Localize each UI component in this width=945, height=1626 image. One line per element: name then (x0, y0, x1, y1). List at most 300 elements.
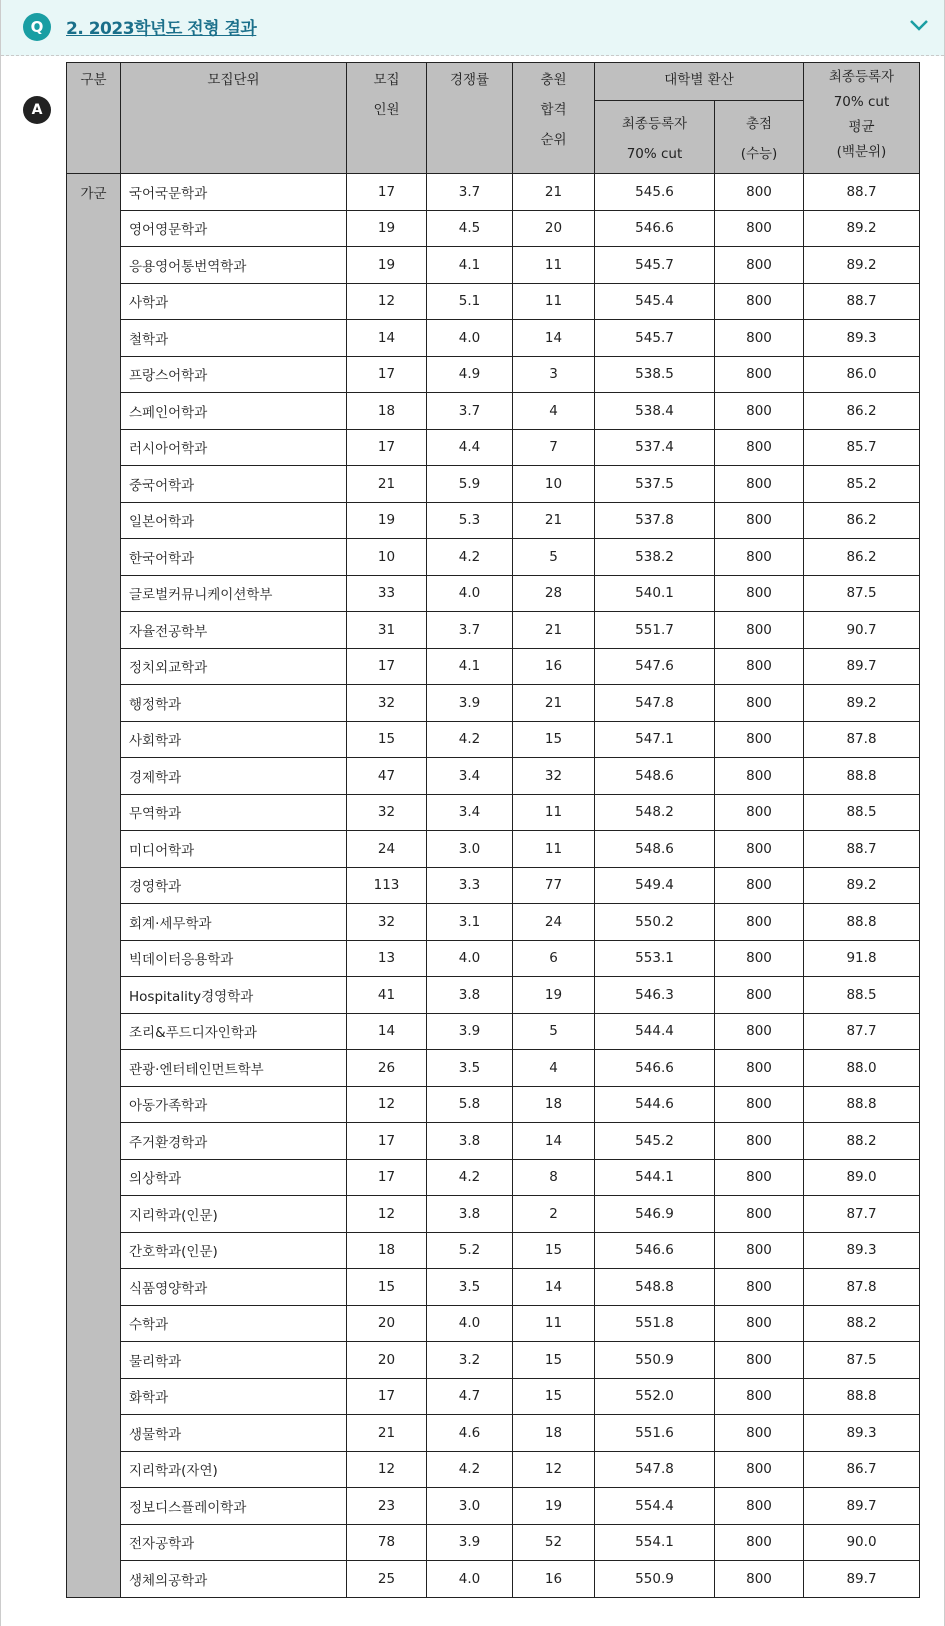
avg-percentile-cell: 89.0 (804, 1159, 920, 1196)
avg-percentile-cell: 89.7 (804, 648, 920, 685)
table-row (67, 283, 920, 320)
quota-cell: 17 (347, 356, 427, 393)
quota-cell: 15 (347, 1269, 427, 1306)
univ-cut-cell: 545.6 (595, 174, 715, 211)
univ-cut-cell: 552.0 (595, 1378, 715, 1415)
univ-cut-cell: 538.2 (595, 539, 715, 576)
univ-total-cell: 800 (715, 466, 804, 503)
ratio-cell: 4.5 (427, 210, 513, 247)
univ-total-cell: 800 (715, 721, 804, 758)
univ-cut-cell: 548.6 (595, 758, 715, 795)
rank-cell: 52 (513, 1524, 595, 1561)
unit-name-cell: 정보디스플레이학과 (121, 1488, 347, 1525)
unit-name-cell: 경제학과 (121, 758, 347, 795)
ratio-cell: 4.0 (427, 320, 513, 357)
table-row (67, 466, 920, 503)
univ-cut-cell: 545.4 (595, 283, 715, 320)
univ-cut-cell: 549.4 (595, 867, 715, 904)
header-text: 최종등록자 (828, 69, 895, 85)
univ-total-cell: 800 (715, 1305, 804, 1342)
quota-cell: 32 (347, 794, 427, 831)
univ-total-cell: 800 (715, 320, 804, 357)
rank-cell: 5 (513, 1013, 595, 1050)
avg-percentile-cell: 88.7 (804, 283, 920, 320)
unit-name-cell: 간호학과(인문) (121, 1232, 347, 1269)
quota-cell: 19 (347, 502, 427, 539)
header-text: 70% cut (833, 94, 890, 110)
ratio-cell: 3.3 (427, 867, 513, 904)
ratio-cell: 4.4 (427, 429, 513, 466)
unit-name-cell: Hospitality경영학과 (121, 977, 347, 1014)
ratio-cell: 4.2 (427, 1159, 513, 1196)
group-cell: 가군 (67, 174, 121, 1598)
univ-total-cell: 800 (715, 685, 804, 722)
univ-cut-cell: 554.4 (595, 1488, 715, 1525)
univ-cut-cell: 547.1 (595, 721, 715, 758)
header-text: 순위 (540, 132, 567, 148)
table-row (67, 539, 920, 576)
quota-cell: 18 (347, 1232, 427, 1269)
table-row (67, 1196, 920, 1233)
univ-cut-cell: 540.1 (595, 575, 715, 612)
univ-cut-cell: 545.2 (595, 1123, 715, 1160)
unit-name-cell: 화학과 (121, 1378, 347, 1415)
univ-cut-cell: 537.5 (595, 466, 715, 503)
ratio-cell: 3.1 (427, 904, 513, 941)
ratio-cell: 3.5 (427, 1050, 513, 1087)
avg-percentile-cell: 88.8 (804, 1378, 920, 1415)
univ-cut-cell: 544.1 (595, 1159, 715, 1196)
quota-cell: 14 (347, 1013, 427, 1050)
rank-cell: 3 (513, 356, 595, 393)
unit-name-cell: 자율전공학부 (121, 612, 347, 649)
header-ratio: 경쟁률 (427, 63, 513, 174)
rank-cell: 19 (513, 1488, 595, 1525)
avg-percentile-cell: 88.5 (804, 794, 920, 831)
ratio-cell: 4.2 (427, 721, 513, 758)
univ-total-cell: 800 (715, 174, 804, 211)
header-text: 합격 (540, 102, 567, 118)
univ-total-cell: 800 (715, 356, 804, 393)
univ-total-cell: 800 (715, 283, 804, 320)
header-unit: 모집단위 (121, 63, 347, 174)
ratio-cell: 3.7 (427, 393, 513, 430)
univ-total-cell: 800 (715, 758, 804, 795)
quota-cell: 15 (347, 721, 427, 758)
avg-percentile-cell: 89.7 (804, 1488, 920, 1525)
rank-cell: 21 (513, 502, 595, 539)
chevron-down-icon[interactable] (908, 14, 930, 36)
avg-percentile-cell: 85.2 (804, 466, 920, 503)
avg-percentile-cell: 86.2 (804, 539, 920, 576)
rank-cell: 7 (513, 429, 595, 466)
unit-name-cell: 식품영양학과 (121, 1269, 347, 1306)
unit-name-cell: 생체의공학과 (121, 1561, 347, 1598)
avg-percentile-cell: 90.0 (804, 1524, 920, 1561)
unit-name-cell: 글로벌커뮤니케이션학부 (121, 575, 347, 612)
quota-cell: 12 (347, 1451, 427, 1488)
header-univ-total (715, 101, 804, 174)
quota-cell: 21 (347, 1415, 427, 1452)
table-row (67, 1451, 920, 1488)
rank-cell: 14 (513, 320, 595, 357)
quota-cell: 17 (347, 174, 427, 211)
table-row (67, 575, 920, 612)
rank-cell: 10 (513, 466, 595, 503)
ratio-cell: 3.5 (427, 1269, 513, 1306)
table-row (67, 1378, 920, 1415)
rank-cell: 11 (513, 831, 595, 868)
ratio-cell: 5.9 (427, 466, 513, 503)
ratio-cell: 4.0 (427, 1305, 513, 1342)
avg-percentile-cell: 89.3 (804, 1232, 920, 1269)
univ-total-cell: 800 (715, 831, 804, 868)
univ-total-cell: 800 (715, 1050, 804, 1087)
univ-cut-cell: 547.8 (595, 1451, 715, 1488)
univ-cut-cell: 537.8 (595, 502, 715, 539)
univ-cut-cell: 548.2 (595, 794, 715, 831)
rank-cell: 28 (513, 575, 595, 612)
univ-total-cell: 800 (715, 247, 804, 284)
univ-total-cell: 800 (715, 1451, 804, 1488)
table-row (67, 1488, 920, 1525)
rank-cell: 4 (513, 1050, 595, 1087)
unit-name-cell: 의상학과 (121, 1159, 347, 1196)
univ-total-cell: 800 (715, 1342, 804, 1379)
quota-cell: 17 (347, 648, 427, 685)
unit-name-cell: 응용영어통번역학과 (121, 247, 347, 284)
quota-cell: 18 (347, 393, 427, 430)
ratio-cell: 3.9 (427, 1524, 513, 1561)
quota-cell: 32 (347, 685, 427, 722)
univ-cut-cell: 538.4 (595, 393, 715, 430)
univ-cut-cell: 544.6 (595, 1086, 715, 1123)
ratio-cell: 4.7 (427, 1378, 513, 1415)
quota-cell: 113 (347, 867, 427, 904)
ratio-cell: 3.8 (427, 1123, 513, 1160)
quota-cell: 12 (347, 1196, 427, 1233)
table-row (67, 1159, 920, 1196)
header-text: 충원 (540, 72, 567, 88)
table-row (67, 1013, 920, 1050)
question-title-link[interactable]: 2. 2023학년도 전형 결과 (66, 19, 257, 39)
table-row (67, 210, 920, 247)
univ-total-cell: 800 (715, 648, 804, 685)
ratio-cell: 5.8 (427, 1086, 513, 1123)
header-rank (513, 63, 595, 174)
unit-name-cell: 행정학과 (121, 685, 347, 722)
rank-cell: 15 (513, 1378, 595, 1415)
table-row (67, 721, 920, 758)
univ-total-cell: 800 (715, 575, 804, 612)
rank-cell: 6 (513, 940, 595, 977)
ratio-cell: 4.2 (427, 539, 513, 576)
unit-name-cell: 사회학과 (121, 721, 347, 758)
header-text: 70% cut (626, 146, 683, 162)
rank-cell: 20 (513, 210, 595, 247)
table-row (67, 612, 920, 649)
table-row (67, 977, 920, 1014)
rank-cell: 14 (513, 1123, 595, 1160)
univ-cut-cell: 544.4 (595, 1013, 715, 1050)
unit-name-cell: 미디어학과 (121, 831, 347, 868)
avg-percentile-cell: 88.7 (804, 831, 920, 868)
univ-total-cell: 800 (715, 502, 804, 539)
ratio-cell: 3.7 (427, 612, 513, 649)
unit-name-cell: 물리학과 (121, 1342, 347, 1379)
avg-percentile-cell: 88.7 (804, 174, 920, 211)
table-row (67, 429, 920, 466)
unit-name-cell: 경영학과 (121, 867, 347, 904)
quota-cell: 12 (347, 283, 427, 320)
table-row (67, 502, 920, 539)
question-header[interactable] (1, 0, 944, 56)
quota-cell: 24 (347, 831, 427, 868)
ratio-cell: 3.8 (427, 1196, 513, 1233)
univ-total-cell: 800 (715, 1378, 804, 1415)
ratio-cell: 3.8 (427, 977, 513, 1014)
table-row (67, 1415, 920, 1452)
univ-total-cell: 800 (715, 429, 804, 466)
quota-cell: 32 (347, 904, 427, 941)
univ-cut-cell: 537.4 (595, 429, 715, 466)
header-text: 총점 (745, 116, 773, 132)
header-group: 구분 (67, 63, 121, 174)
header-avg (804, 63, 920, 174)
unit-name-cell: 전자공학과 (121, 1524, 347, 1561)
univ-cut-cell: 546.6 (595, 1232, 715, 1269)
unit-name-cell: 수학과 (121, 1305, 347, 1342)
ratio-cell: 4.9 (427, 356, 513, 393)
univ-total-cell: 800 (715, 210, 804, 247)
unit-name-cell: 생물학과 (121, 1415, 347, 1452)
avg-percentile-cell: 90.7 (804, 612, 920, 649)
univ-cut-cell: 538.5 (595, 356, 715, 393)
rank-cell: 2 (513, 1196, 595, 1233)
quota-cell: 26 (347, 1050, 427, 1087)
rank-cell: 21 (513, 612, 595, 649)
rank-cell: 4 (513, 393, 595, 430)
univ-cut-cell: 550.9 (595, 1561, 715, 1598)
quota-cell: 47 (347, 758, 427, 795)
unit-name-cell: 일본어학과 (121, 502, 347, 539)
quota-cell: 19 (347, 247, 427, 284)
table-row (67, 648, 920, 685)
ratio-cell: 4.0 (427, 575, 513, 612)
avg-percentile-cell: 89.2 (804, 210, 920, 247)
unit-name-cell: 지리학과(자연) (121, 1451, 347, 1488)
ratio-cell: 3.9 (427, 1013, 513, 1050)
header-text: (백분위) (836, 144, 887, 160)
unit-name-cell: 프랑스어학과 (121, 356, 347, 393)
header-quota (347, 63, 427, 174)
univ-cut-cell: 554.1 (595, 1524, 715, 1561)
quota-cell: 10 (347, 539, 427, 576)
table-row (67, 247, 920, 284)
ratio-cell: 4.1 (427, 247, 513, 284)
unit-name-cell: 관광·엔터테인먼트학부 (121, 1050, 347, 1087)
quota-cell: 21 (347, 466, 427, 503)
univ-total-cell: 800 (715, 1086, 804, 1123)
table-row (67, 1342, 920, 1379)
avg-percentile-cell: 88.8 (804, 758, 920, 795)
unit-name-cell: 한국어학과 (121, 539, 347, 576)
quota-cell: 17 (347, 1159, 427, 1196)
avg-percentile-cell: 89.7 (804, 1561, 920, 1598)
ratio-cell: 3.4 (427, 758, 513, 795)
univ-total-cell: 800 (715, 1123, 804, 1160)
quota-cell: 17 (347, 1123, 427, 1160)
univ-total-cell: 800 (715, 1159, 804, 1196)
ratio-cell: 4.1 (427, 648, 513, 685)
quota-cell: 33 (347, 575, 427, 612)
header-text: 최종등록자 (621, 116, 688, 132)
avg-percentile-cell: 88.8 (804, 1086, 920, 1123)
table-row (67, 174, 920, 211)
table-row (67, 1305, 920, 1342)
header-text: 평균 (848, 119, 875, 135)
univ-total-cell: 800 (715, 940, 804, 977)
avg-percentile-cell: 89.2 (804, 685, 920, 722)
table-row (67, 685, 920, 722)
table-row (67, 794, 920, 831)
ratio-cell: 4.0 (427, 1561, 513, 1598)
univ-cut-cell: 551.6 (595, 1415, 715, 1452)
univ-cut-cell: 546.6 (595, 1050, 715, 1087)
header-univ: 대학별 환산 (595, 63, 804, 101)
unit-name-cell: 영어영문학과 (121, 210, 347, 247)
univ-total-cell: 800 (715, 1196, 804, 1233)
avg-percentile-cell: 88.0 (804, 1050, 920, 1087)
avg-percentile-cell: 89.2 (804, 247, 920, 284)
rank-cell: 18 (513, 1415, 595, 1452)
unit-name-cell: 철학과 (121, 320, 347, 357)
quota-cell: 25 (347, 1561, 427, 1598)
unit-name-cell: 정치외교학과 (121, 648, 347, 685)
rank-cell: 11 (513, 247, 595, 284)
univ-total-cell: 800 (715, 1524, 804, 1561)
univ-cut-cell: 546.9 (595, 1196, 715, 1233)
table-row (67, 940, 920, 977)
unit-name-cell: 사학과 (121, 283, 347, 320)
avg-percentile-cell: 88.2 (804, 1123, 920, 1160)
univ-cut-cell: 548.6 (595, 831, 715, 868)
ratio-cell: 5.1 (427, 283, 513, 320)
avg-percentile-cell: 87.8 (804, 721, 920, 758)
quota-cell: 20 (347, 1305, 427, 1342)
unit-name-cell: 조리&푸드디자인학과 (121, 1013, 347, 1050)
rank-cell: 14 (513, 1269, 595, 1306)
quota-cell: 20 (347, 1342, 427, 1379)
ratio-cell: 3.0 (427, 831, 513, 868)
table-row (67, 904, 920, 941)
univ-cut-cell: 550.9 (595, 1342, 715, 1379)
avg-percentile-cell: 87.5 (804, 575, 920, 612)
quota-cell: 23 (347, 1488, 427, 1525)
ratio-cell: 3.7 (427, 174, 513, 211)
avg-percentile-cell: 85.7 (804, 429, 920, 466)
header-univ-cut (595, 101, 715, 174)
table-row (67, 1269, 920, 1306)
rank-cell: 11 (513, 283, 595, 320)
rank-cell: 5 (513, 539, 595, 576)
univ-cut-cell: 553.1 (595, 940, 715, 977)
univ-total-cell: 800 (715, 1561, 804, 1598)
univ-total-cell: 800 (715, 1269, 804, 1306)
avg-percentile-cell: 87.5 (804, 1342, 920, 1379)
rank-cell: 11 (513, 794, 595, 831)
univ-cut-cell: 545.7 (595, 320, 715, 357)
table-row (67, 1123, 920, 1160)
ratio-cell: 3.2 (427, 1342, 513, 1379)
avg-percentile-cell: 86.7 (804, 1451, 920, 1488)
univ-total-cell: 800 (715, 1232, 804, 1269)
rank-cell: 24 (513, 904, 595, 941)
univ-total-cell: 800 (715, 612, 804, 649)
ratio-cell: 5.2 (427, 1232, 513, 1269)
avg-percentile-cell: 89.3 (804, 1415, 920, 1452)
avg-percentile-cell: 89.3 (804, 320, 920, 357)
univ-total-cell: 800 (715, 867, 804, 904)
avg-percentile-cell: 89.2 (804, 867, 920, 904)
univ-total-cell: 800 (715, 904, 804, 941)
unit-name-cell: 국어국문학과 (121, 174, 347, 211)
ratio-cell: 3.4 (427, 794, 513, 831)
univ-cut-cell: 547.6 (595, 648, 715, 685)
unit-name-cell: 러시아어학과 (121, 429, 347, 466)
univ-total-cell: 800 (715, 1013, 804, 1050)
unit-name-cell: 회계·세무학과 (121, 904, 347, 941)
univ-total-cell: 800 (715, 539, 804, 576)
rank-cell: 18 (513, 1086, 595, 1123)
avg-percentile-cell: 88.5 (804, 977, 920, 1014)
unit-name-cell: 주거환경학과 (121, 1123, 347, 1160)
table-row (67, 356, 920, 393)
rank-cell: 21 (513, 174, 595, 211)
univ-cut-cell: 548.8 (595, 1269, 715, 1306)
avg-percentile-cell: 87.7 (804, 1196, 920, 1233)
ratio-cell: 5.3 (427, 502, 513, 539)
avg-percentile-cell: 86.2 (804, 502, 920, 539)
rank-cell: 15 (513, 1232, 595, 1269)
unit-name-cell: 지리학과(인문) (121, 1196, 347, 1233)
quota-cell: 19 (347, 210, 427, 247)
header-text: 인원 (373, 102, 400, 118)
rank-cell: 77 (513, 867, 595, 904)
answer-badge: A (23, 96, 51, 124)
rank-cell: 12 (513, 1451, 595, 1488)
avg-percentile-cell: 86.2 (804, 393, 920, 430)
quota-cell: 17 (347, 1378, 427, 1415)
unit-name-cell: 아동가족학과 (121, 1086, 347, 1123)
rank-cell: 16 (513, 1561, 595, 1598)
univ-total-cell: 800 (715, 1415, 804, 1452)
unit-name-cell: 중국어학과 (121, 466, 347, 503)
admission-results-table (66, 62, 920, 1598)
univ-cut-cell: 550.2 (595, 904, 715, 941)
quota-cell: 13 (347, 940, 427, 977)
header-text: (수능) (740, 146, 778, 162)
univ-total-cell: 800 (715, 393, 804, 430)
rank-cell: 32 (513, 758, 595, 795)
unit-name-cell: 빅데이터응용학과 (121, 940, 347, 977)
rank-cell: 15 (513, 1342, 595, 1379)
avg-percentile-cell: 87.7 (804, 1013, 920, 1050)
quota-cell: 12 (347, 1086, 427, 1123)
univ-cut-cell: 546.3 (595, 977, 715, 1014)
table-row (67, 1524, 920, 1561)
quota-cell: 78 (347, 1524, 427, 1561)
